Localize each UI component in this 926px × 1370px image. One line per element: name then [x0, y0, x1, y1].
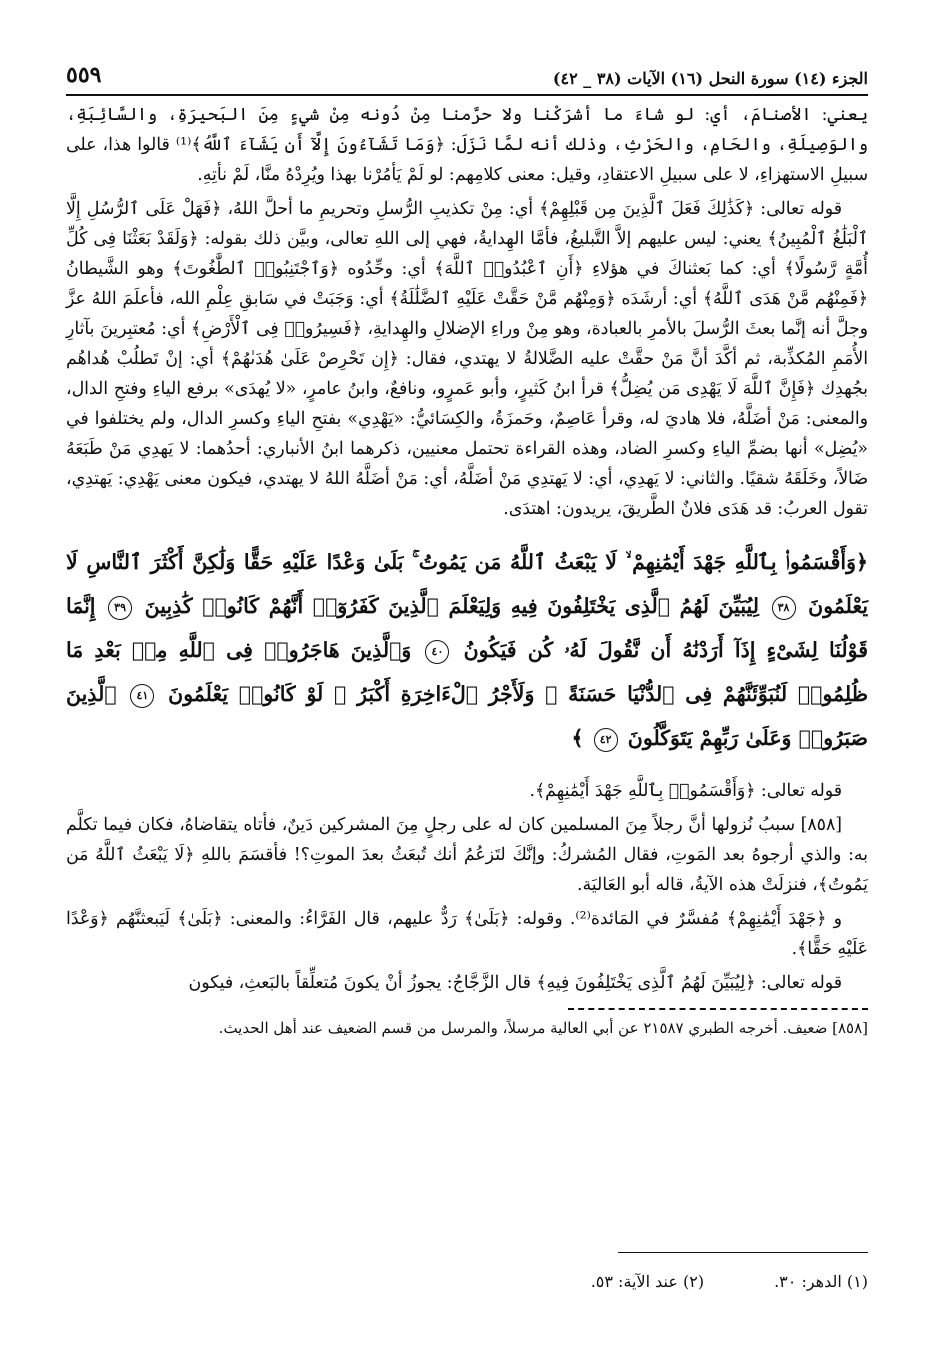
commentary-paragraph: [٨٥٨] سببُ نُزولها أنَّ رجلاً مِنَ المسلمين كان له على رجلٍ مِنَ المشركين دَينٌ، فأتاه يتقاضاهُ، فكان فيما تكلَّم به: والذي أرجوهُ بعد المَوتِ، فقال المُشركُ: وإنَّكَ لتَزعُمُ أنك تُبعَثُ بعدَ الموتِ؟! فأقسَمَ باللهِ ﴿لَا يَبْعَثُ ٱللَّهُ مَن يَمُوتُ﴾، فنزلَتْ هذه الآيةُ، قاله أبو العَاليَة. [66, 815, 868, 895]
tafsir-paragraph: يعني: الأصنامَ، أي: لو شاءَ ما أشرَكْنا ولا حرَّمنا مِنْ دُونه مِنْ شيءٍ مِنَ البَحيرَةِ، والسَّائِبَةِ، والوَصِيلَةِ، والحَامِ، والحَرْثِ، وذلك أنه لمَّا نَزَلَ: ﴿وَمَا تَشَآءُونَ إِلَّآ أَن يَشَآءَ ٱللَّهُ﴾⁽¹⁾ قالوا هذا، على سبيلِ الاستهزاءِ، لا على سبيلِ الاعتقادِ، وقيل: معنى كلامِهم: لو لَمْ يَأمُرْنا بهذا ويُرِدْهُ منَّا، لَمْ نأتِهِ. [66, 105, 869, 185]
tafsir-paragraph: قوله تعالى: ﴿كَذَٰلِكَ فَعَلَ ٱلَّذِينَ مِن قَبْلِهِمْ﴾ أي: مِنْ تكذيبِ الرُّسلِ وتحريمِ ما أحلَّ اللهُ، ﴿فَهَلْ عَلَى ٱلرُّسُلِ إِلَّا ٱلْبَلَٰغُ ٱلْمُبِينُ﴾ يعني: ليس عليهم إلاَّ التَّبليغُ، فأمَّا الهِدايةُ، فهي إلى اللهِ تعالى، وبيَّن ذلك بقوله: ﴿وَلَقَدْ بَعَثْنَا فِى كُلِّ أُمَّةٍ رَّسُولًا﴾ أي: كما بَعثناكَ في هؤلاءِ ﴿أَنِ ٱعْبُدُوا۟ ٱللَّهَ﴾ أي: وحِّدُوه ﴿وَٱجْتَنِبُوا۟ ٱلطَّٰغُوتَ﴾ وهو الشَّيطانُ ﴿فَمِنْهُم مَّنْ هَدَى ٱللَّهُ﴾ أي: أرشَدَه ﴿وَمِنْهُم مَّنْ حَقَّتْ عَلَيْهِ ٱلضَّلَٰلَةُ﴾ أي: وَجَبَتْ في سَابقِ عِلْمِ الله، فأعلَمَ اللهُ عزَّ وجلَّ أنه إنَّما بعثَ الرُّسلَ بالأمرِ بالعبادة، وهو مِنْ وراءِ الإضلالِ والهِدايةِ، ﴿فَسِيرُوا۟ فِى ٱلْأَرْضِ﴾ أي: مُعتبِرينَ بآثارِ الأُمَمِ المُكذِّبة، ثم أكَّدَ أنَّ مَنْ حقَّتْ عليه الضَّلالةُ لا يهتدي، فقال: ﴿إِن تَحْرِصْ عَلَىٰ هُدَىٰهُمْ﴾ أي: إنْ تَطلُبْ هُداهُم بجُهدِك ﴿فَإِنَّ ٱللَّهَ لَا يَهْدِى مَن يُضِلُّ﴾ قرأ ابنُ كَثيرٍ، وأبو عَمرٍو، ونافعٌ، وابنُ عامرٍ، «لا يُهدَى» برفع الياءِ وفتحِ الدال، والمعنى: مَنْ أضَلَّهُ، فلا هاديَ له، وقرأ عَاصِمٌ، وحَمزَةُ، والكِسَائيُّ: «يَهْدِي» بفتحِ الياءِ وكسرِ الدال، ولم يختلفوا في «يُضِل» أنها بضمِّ الياءِ وكسرِ الضاد، وهذه القراءة تحتمل معنيين، ذكرهما ابنُ الأنباري: أحدُهما: لا يَهدِي مَنْ طَبَعَهُ ضَالاً، وخَلَقَهُ شقيًا. والثاني: لا يَهدِي، أي: لا يَهتدِي مَنْ أضَلَّهُ، أي: مَنْ أضَلَّهُ اللهُ لا يهتدي، فيكون معنى يَهْدِي: يَهتدِي، تقول العربُ: قد هَدَى فلانٌ الطَّريقَ، يريدون: اهتدَى. [66, 199, 868, 519]
verse-number-marker: ٣٨ [772, 596, 796, 620]
commentary-paragraph: و ﴿جَهْدَ أَيْمَٰنِهِمْ﴾ مُفسَّرٌ في المَائدة⁽²⁾. وقوله: ﴿بَلَىٰ﴾ رَدٌّ عليهم، قال الفَرَّاءُ: والمعنى: ﴿بَلَىٰ﴾ لَيَبعثنَّهُم ﴿وَعْدًا عَلَيْهِ حَقًّا﴾. [66, 909, 868, 959]
page-body [66, 100, 868, 1040]
footnotes [591, 1272, 868, 1291]
hadith-grading-note: [٨٥٨] ضعيف. أخرجه الطبري ٢١٥٨٧ عن أبي العالية مرسلاً، والمرسل من قسم الضعيف عند أهل الحديث. [218, 1019, 868, 1037]
verse-number-marker: ٤١ [130, 684, 154, 708]
verse-text: وَٱلَّذِينَ هَاجَرُوا۟ فِى ٱللَّهِ مِنۢ بَعْدِ مَا ظُلِمُوا۟ لَنُبَوِّئَنَّهُمْ فِى ٱلدُّنْيَا حَسَنَةً ۖ وَلَأَجْرُ ٱلْءَاخِرَةِ أَكْبَرُ ۚ لَوْ كَانُوا۟ يَعْلَمُونَ [66, 638, 869, 706]
running-title: الجزء (١٤) سورة النحل (١٦) الآيات (٣٨ _ ٤٢) [552, 69, 868, 88]
verse-number-marker: ٣٩ [108, 596, 132, 620]
verse-close-bracket: ﴾ [571, 726, 584, 750]
commentary-paragraph: قوله تعالى: ﴿وَأَقْسَمُوا۟ بِٱللَّهِ جَهْدَ أَيْمَٰنِهِمْ﴾. [529, 781, 842, 801]
footnote-1: (١) الدهر: ٣٠. [774, 1272, 868, 1291]
verse-text: ٱلَّذِينَ صَبَرُوا۟ وَعَلَىٰ رَبِّهِمْ يَتَوَكَّلُونَ [66, 682, 868, 750]
quran-verse-block [66, 534, 868, 766]
verse-text: لِيُبَيِّنَ لَهُمُ ٱلَّذِى يَخْتَلِفُونَ فِيهِ وَلِيَعْلَمَ ٱلَّذِينَ كَفَرُوٓا۟ أَنَّهُمْ كَانُوا۟ كَٰذِبِينَ [144, 594, 759, 618]
page-number: ٥٥٩ [66, 62, 102, 88]
footnote-rule [618, 1252, 868, 1253]
hadith-separator [568, 1008, 868, 1010]
verse-text: إِنَّمَا قَوْلُنَا لِشَىْءٍ إِذَآ أَرَدْنَٰهُ أَن نَّقُولَ لَهُۥ كُن فَيَكُونُ [66, 594, 869, 662]
page-header [66, 58, 868, 96]
verse-number-marker: ٤٠ [425, 640, 449, 664]
commentary-paragraph: قوله تعالى: ﴿لِيُبَيِّنَ لَهُمُ ٱلَّذِى يَخْتَلِفُونَ فِيهِ﴾ قال الزَّجَّاجُ: يجوزُ أنْ يكونَ مُتعلِّقاً بالبَعثِ، فيكون [188, 973, 842, 993]
footnote-2: (٢) عند الآية: ٥٣. [590, 1272, 705, 1291]
verse-number-marker: ٤٢ [594, 728, 618, 752]
verse-text: ﴿وَأَقْسَمُوا۟ بِٱللَّهِ جَهْدَ أَيْمَٰنِهِمْ ۙ لَا يَبْعَثُ ٱللَّهُ مَن يَمُوتُ ۚ بَلَىٰ وَعْدًا عَلَيْهِ حَقًّا وَلَٰكِنَّ أَكْثَرَ ٱلنَّاسِ لَا يَعْلَمُونَ [66, 550, 869, 618]
